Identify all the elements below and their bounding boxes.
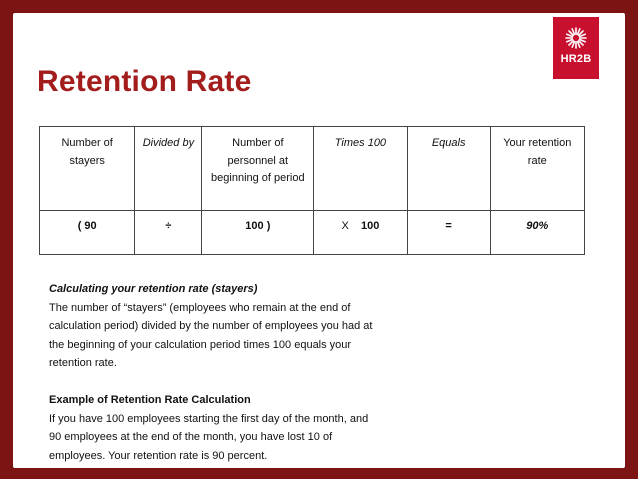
table-header-row	[40, 127, 585, 211]
section1-line1: The number of “stayers” (employees who remain at the end of	[49, 301, 351, 314]
section1-line4: retention rate.	[49, 357, 117, 369]
value-stayers: ( 90	[40, 211, 135, 255]
header-personnel: Number of personnel at beginning of period	[202, 127, 314, 211]
section2-line3: employees. Your retention rate is 90 percent.	[49, 449, 268, 462]
value-divide-sign: ÷	[135, 211, 202, 255]
header-retention-rate: Your retention rate	[490, 127, 584, 211]
page-title: Retention Rate	[37, 65, 252, 98]
header-equals: Equals	[407, 127, 490, 211]
section2-line2: 90 employees at the end of the month, you have lost 10 of	[49, 431, 333, 443]
section1-line2: calculation period) divided by the number of employees you had at	[49, 320, 373, 332]
value-personnel: 100 )	[202, 211, 314, 255]
table-values-row	[40, 211, 585, 255]
header-divided-by: Divided by	[135, 127, 202, 211]
times-sign: X	[341, 220, 349, 232]
value-times	[314, 211, 408, 255]
value-retention-rate: 90%	[490, 211, 584, 255]
section2-heading: Example of Retention Rate Calculation	[49, 394, 251, 406]
starburst-icon	[565, 27, 587, 49]
header-times-100: Times 100	[314, 127, 408, 211]
section1-heading: Calculating your retention rate (stayers)	[49, 283, 258, 295]
logo-text: HR2B	[560, 53, 592, 65]
hr2b-logo	[553, 17, 599, 79]
retention-formula-table	[39, 126, 585, 255]
slide	[13, 13, 625, 468]
header-stayers: Number of stayers	[40, 127, 135, 211]
section2-line1: If you have 100 employees starting the first day of the month, and	[49, 412, 369, 425]
section1-line3: the beginning of your calculation period times 100 equals your	[49, 338, 352, 351]
explanation-text	[49, 280, 449, 465]
value-equals-sign: =	[407, 211, 490, 255]
value-100: 100	[361, 220, 380, 232]
